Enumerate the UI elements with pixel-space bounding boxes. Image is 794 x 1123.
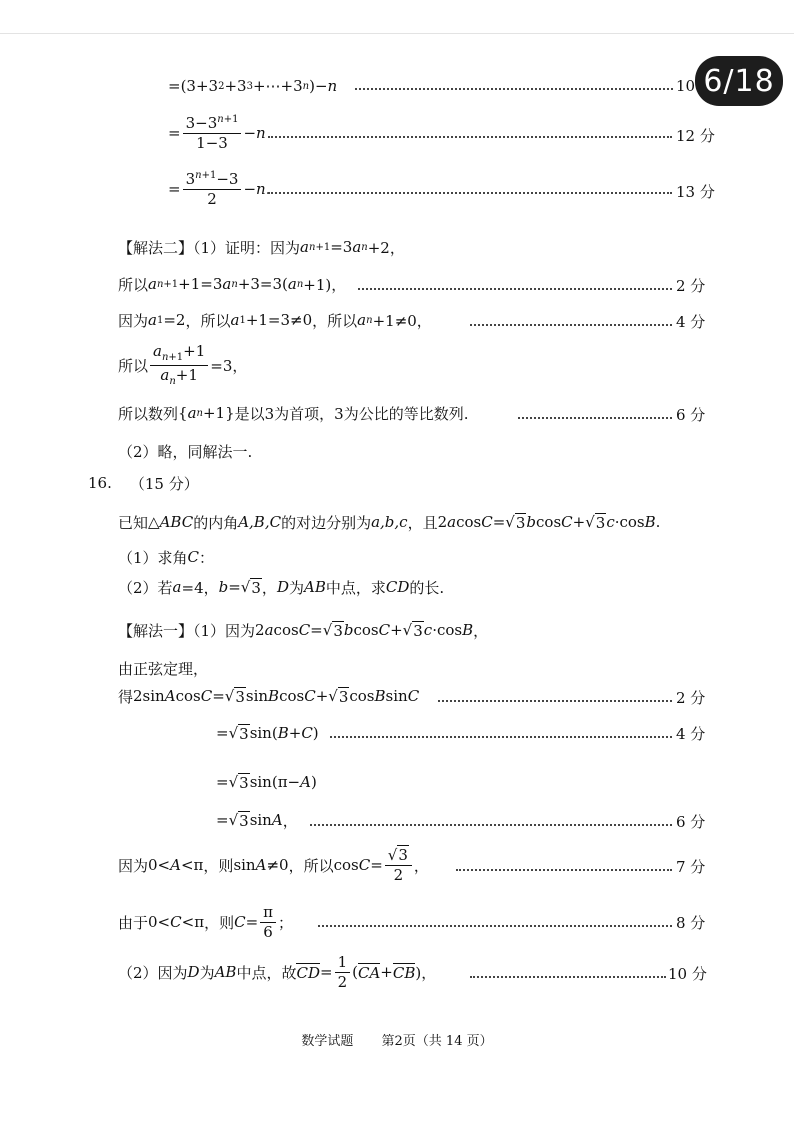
question-number: 16. bbox=[88, 474, 112, 492]
question-16-part2: （2）若 a =4， b =√ 3 ， D 为 AB 中点，求 CD 的长. bbox=[118, 578, 445, 597]
eq-line-2: = $\frac{3-3^{n+1}}{1-3}$ − n bbox=[168, 113, 266, 152]
solution1-line-3: =√ 3 sin(π− A ) bbox=[216, 773, 317, 792]
text: 为 bbox=[199, 963, 215, 982]
text: 因为 bbox=[118, 856, 149, 875]
text: （2）因为 bbox=[118, 963, 188, 982]
text: ，所以 bbox=[312, 311, 358, 330]
score-label: 10 bbox=[676, 77, 696, 95]
method2-title: 【解法二】（1）证明：因为 a n+1 =3 a n +2， bbox=[118, 238, 405, 257]
eq-line-3: = $\frac{3^{n+1}-3}{2}$ − n . bbox=[168, 169, 271, 208]
text: 得 bbox=[118, 687, 134, 706]
solution1-title: 【解法一】（1）因为 2 a cos C =√ 3 b cos C +√ 3 c ·cos B ， bbox=[118, 621, 489, 640]
text: （2）略，同解法一. bbox=[118, 442, 253, 461]
text: 所以 bbox=[118, 275, 149, 294]
score-label: 10 分 bbox=[668, 965, 707, 983]
footer-subject: 数学试题 bbox=[301, 1034, 354, 1049]
text: ，所以 bbox=[288, 856, 334, 875]
text: 所以数列 bbox=[118, 404, 179, 423]
score-label: 6 分 bbox=[676, 813, 706, 831]
page-footer bbox=[0, 1030, 794, 1049]
text: 中点，故 bbox=[236, 963, 297, 982]
text: 中点，求 bbox=[325, 578, 386, 597]
question-16-part1: （1）求角 C ： bbox=[118, 548, 215, 567]
score-label: 13 分 bbox=[676, 183, 715, 201]
text: （2）若 bbox=[118, 578, 173, 597]
text: （1）求角 bbox=[118, 548, 188, 567]
text: 的长. bbox=[409, 578, 445, 597]
solution1-line-4: =√ 3 sin A ， bbox=[216, 811, 298, 830]
text: 【解法一】（1）因为 bbox=[118, 621, 256, 640]
eq-line-1: =(3+3 2 +3 3 +⋯+3 n )− n bbox=[168, 77, 338, 95]
method2-line-1: 所以 a n+1 +1=3 a n +3=3( a n +1)， bbox=[118, 275, 347, 294]
score-label: 8 分 bbox=[676, 914, 706, 932]
leader-dots bbox=[438, 698, 672, 702]
question-points: （15 分） bbox=[129, 474, 199, 493]
leader-dots bbox=[268, 134, 672, 138]
leader-dots bbox=[456, 867, 672, 871]
leader-dots bbox=[268, 190, 672, 194]
leader-dots bbox=[358, 286, 672, 290]
text: 所以 bbox=[118, 356, 149, 375]
solution1-line-7: （2）因为 D 为 AB 中点，故 CD = $\frac{1}{2}$ ( CA + CB )， bbox=[118, 952, 437, 991]
score-label: 12 分 bbox=[676, 127, 715, 145]
method2-label: 【解法二】（1）证明：因为 bbox=[118, 238, 301, 257]
text: 为 bbox=[288, 578, 304, 597]
score-label: 4 分 bbox=[676, 313, 706, 331]
text: ，则 bbox=[203, 856, 234, 875]
text: 的内角 bbox=[193, 513, 239, 532]
text: 的对边分别为 bbox=[281, 513, 372, 532]
score-label: 2 分 bbox=[676, 277, 706, 295]
text: 是以3为首项，3为公比的等比数列. bbox=[234, 404, 469, 423]
text: 因为 bbox=[118, 311, 149, 330]
question-16-stem: 已知 △ ABC 的内角 A,B,C 的对边分别为 a,b,c ，且 2 a cos C =√ 3 b cos C +√ 3 c ·cos B . bbox=[118, 513, 661, 532]
leader-dots bbox=[318, 923, 672, 927]
text: 由于 bbox=[118, 913, 149, 932]
score-label: 2 分 bbox=[676, 689, 706, 707]
solution1-line-5: 因为 0< A <π ，则 sin A ≠0 ，所以 cos C = $\frac{√3}{2}$ ， bbox=[118, 845, 429, 884]
solution1-line-1: 得 2sin A cos C =√ 3 sin B cos C +√ 3 cos B sin C bbox=[118, 687, 420, 706]
leader-dots bbox=[355, 86, 673, 90]
method2-line-2: 因为 a 1 =2 ，所以 a 1 +1=3≠0 ，所以 a n +1≠0， bbox=[118, 311, 432, 330]
method2-line-3: 所以 $\frac{a_{n+1}+1}{a_n+1}$ =3， bbox=[118, 342, 248, 387]
score-label: 4 分 bbox=[676, 725, 706, 743]
leader-dots bbox=[518, 415, 672, 419]
page-counter-badge: 6/18 bbox=[695, 56, 783, 106]
method2-line-4: 所以数列 { a n +1} 是以3为首项，3为公比的等比数列. bbox=[118, 404, 469, 423]
score-label: 6 分 bbox=[676, 406, 706, 424]
page-top-rule bbox=[0, 33, 794, 34]
leader-dots bbox=[470, 322, 672, 326]
leader-dots bbox=[310, 822, 672, 826]
text: 由正弦定理， bbox=[118, 659, 209, 678]
solution1-line-2: =√ 3 sin( B + C ) bbox=[216, 724, 319, 743]
footer-page-number: 第2页（共 14 页） bbox=[381, 1034, 493, 1049]
solution1-line-6: 由于 0< C <π ，则 C = $\frac{\pi}{6}$ ； bbox=[118, 902, 294, 941]
question-16-header bbox=[88, 463, 199, 503]
leader-dots bbox=[330, 734, 672, 738]
text: ，所以 bbox=[185, 311, 231, 330]
score-label: 7 分 bbox=[676, 858, 706, 876]
text: ，且 bbox=[407, 513, 438, 532]
text: ，则 bbox=[204, 913, 235, 932]
leader-dots bbox=[470, 974, 666, 978]
text: 已知 bbox=[118, 513, 149, 532]
